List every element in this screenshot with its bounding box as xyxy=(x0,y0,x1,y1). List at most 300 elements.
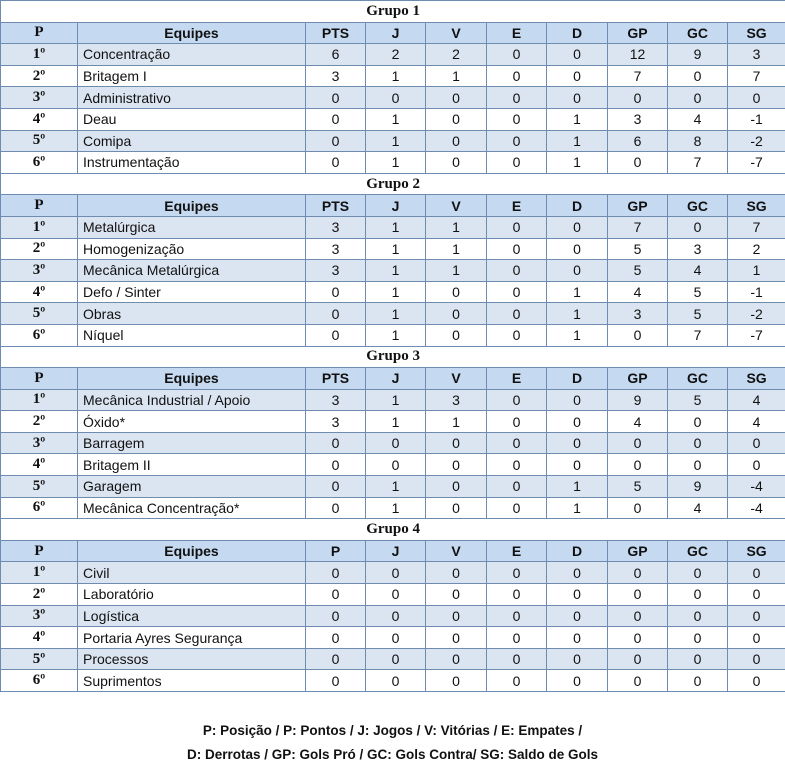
pts-cell: 0 xyxy=(306,497,366,519)
header-e: E xyxy=(487,22,547,44)
j-cell: 1 xyxy=(366,303,426,325)
e-cell: 0 xyxy=(487,562,547,584)
gp-cell: 6 xyxy=(608,130,668,152)
e-cell: 0 xyxy=(487,584,547,606)
header-sg: SG xyxy=(728,22,785,44)
pts-cell: 3 xyxy=(306,238,366,260)
position-cell: 3º xyxy=(1,260,78,282)
header-j: J xyxy=(366,540,426,562)
group-title: Grupo 2 xyxy=(1,173,785,195)
e-cell: 0 xyxy=(487,432,547,454)
sg-cell: -4 xyxy=(728,476,785,498)
team-cell: Britagem I xyxy=(78,65,306,87)
d-cell: 1 xyxy=(547,281,608,303)
pts-cell: 0 xyxy=(306,108,366,130)
position-cell: 2º xyxy=(1,65,78,87)
e-cell: 0 xyxy=(487,670,547,692)
d-cell: 1 xyxy=(547,303,608,325)
e-cell: 0 xyxy=(487,152,547,174)
gc-cell: 7 xyxy=(668,324,728,346)
position-cell: 2º xyxy=(1,584,78,606)
header-gp: GP xyxy=(608,540,668,562)
gp-cell: 9 xyxy=(608,389,668,411)
gc-cell: 0 xyxy=(668,454,728,476)
d-cell: 1 xyxy=(547,108,608,130)
header-d: D xyxy=(547,540,608,562)
pts-cell: 3 xyxy=(306,411,366,433)
sg-cell: 0 xyxy=(728,87,785,109)
team-cell: Comipa xyxy=(78,130,306,152)
header-sg: SG xyxy=(728,195,785,217)
header-team: Equipes xyxy=(78,368,306,390)
v-cell: 0 xyxy=(426,648,487,670)
v-cell: 0 xyxy=(426,108,487,130)
e-cell: 0 xyxy=(487,216,547,238)
position-cell: 5º xyxy=(1,648,78,670)
pts-cell: 0 xyxy=(306,281,366,303)
j-cell: 1 xyxy=(366,389,426,411)
position-cell: 4º xyxy=(1,454,78,476)
j-cell: 0 xyxy=(366,627,426,649)
gp-cell: 0 xyxy=(608,648,668,670)
position-cell: 3º xyxy=(1,605,78,627)
gc-cell: 4 xyxy=(668,260,728,282)
position-cell: 4º xyxy=(1,627,78,649)
pts-cell: 0 xyxy=(306,152,366,174)
pts-cell: 0 xyxy=(306,627,366,649)
gp-cell: 0 xyxy=(608,454,668,476)
v-cell: 2 xyxy=(426,44,487,66)
table-row xyxy=(1,303,785,325)
table-row xyxy=(1,627,785,649)
gc-cell: 0 xyxy=(668,584,728,606)
d-cell: 0 xyxy=(547,260,608,282)
team-cell: Laboratório xyxy=(78,584,306,606)
gp-cell: 0 xyxy=(608,562,668,584)
header-j: J xyxy=(366,368,426,390)
v-cell: 0 xyxy=(426,605,487,627)
j-cell: 1 xyxy=(366,238,426,260)
e-cell: 0 xyxy=(487,260,547,282)
header-v: V xyxy=(426,22,487,44)
header-team: Equipes xyxy=(78,195,306,217)
position-cell: 6º xyxy=(1,324,78,346)
header-e: E xyxy=(487,540,547,562)
group-title: Grupo 3 xyxy=(1,346,785,368)
d-cell: 0 xyxy=(547,411,608,433)
header-e: E xyxy=(487,195,547,217)
sg-cell: -7 xyxy=(728,152,785,174)
header-d: D xyxy=(547,195,608,217)
legend xyxy=(0,719,785,767)
team-cell: Mecânica Industrial / Apoio xyxy=(78,389,306,411)
e-cell: 0 xyxy=(487,303,547,325)
gc-cell: 0 xyxy=(668,432,728,454)
sg-cell: 4 xyxy=(728,411,785,433)
d-cell: 0 xyxy=(547,432,608,454)
j-cell: 0 xyxy=(366,454,426,476)
header-row xyxy=(1,368,785,390)
position-cell: 6º xyxy=(1,152,78,174)
table-row xyxy=(1,670,785,692)
gc-cell: 9 xyxy=(668,476,728,498)
team-cell: Civil xyxy=(78,562,306,584)
header-gc: GC xyxy=(668,195,728,217)
table-row xyxy=(1,260,785,282)
team-cell: Portaria Ayres Segurança xyxy=(78,627,306,649)
pts-cell: 0 xyxy=(306,562,366,584)
gc-cell: 5 xyxy=(668,389,728,411)
pts-cell: 0 xyxy=(306,476,366,498)
gp-cell: 5 xyxy=(608,476,668,498)
sg-cell: 7 xyxy=(728,65,785,87)
d-cell: 1 xyxy=(547,324,608,346)
header-j: J xyxy=(366,22,426,44)
gp-cell: 4 xyxy=(608,281,668,303)
v-cell: 0 xyxy=(426,152,487,174)
sg-cell: 0 xyxy=(728,584,785,606)
v-cell: 0 xyxy=(426,324,487,346)
v-cell: 0 xyxy=(426,281,487,303)
header-pts: P xyxy=(306,540,366,562)
team-cell: Defo / Sinter xyxy=(78,281,306,303)
gc-cell: 0 xyxy=(668,411,728,433)
header-d: D xyxy=(547,22,608,44)
team-cell: Mecânica Metalúrgica xyxy=(78,260,306,282)
team-cell: Mecânica Concentração* xyxy=(78,497,306,519)
sg-cell: 0 xyxy=(728,454,785,476)
gp-cell: 0 xyxy=(608,324,668,346)
table-row xyxy=(1,411,785,433)
table-row xyxy=(1,130,785,152)
v-cell: 0 xyxy=(426,130,487,152)
sg-cell: 4 xyxy=(728,389,785,411)
pts-cell: 0 xyxy=(306,87,366,109)
sg-cell: 2 xyxy=(728,238,785,260)
team-cell: Homogenização xyxy=(78,238,306,260)
position-cell: 5º xyxy=(1,303,78,325)
j-cell: 1 xyxy=(366,216,426,238)
d-cell: 1 xyxy=(547,152,608,174)
gc-cell: 3 xyxy=(668,238,728,260)
header-pts: PTS xyxy=(306,195,366,217)
table-row xyxy=(1,238,785,260)
header-gc: GC xyxy=(668,368,728,390)
sg-cell: 1 xyxy=(728,260,785,282)
team-cell: Concentração xyxy=(78,44,306,66)
header-pts: PTS xyxy=(306,368,366,390)
j-cell: 0 xyxy=(366,562,426,584)
sg-cell: 0 xyxy=(728,648,785,670)
header-position: P xyxy=(1,195,78,217)
j-cell: 1 xyxy=(366,152,426,174)
e-cell: 0 xyxy=(487,238,547,260)
header-v: V xyxy=(426,195,487,217)
table-row xyxy=(1,324,785,346)
e-cell: 0 xyxy=(487,281,547,303)
table-row xyxy=(1,281,785,303)
e-cell: 0 xyxy=(487,454,547,476)
e-cell: 0 xyxy=(487,324,547,346)
v-cell: 0 xyxy=(426,303,487,325)
gc-cell: 7 xyxy=(668,152,728,174)
gp-cell: 7 xyxy=(608,216,668,238)
sg-cell: 0 xyxy=(728,605,785,627)
position-cell: 1º xyxy=(1,44,78,66)
v-cell: 3 xyxy=(426,389,487,411)
table-row xyxy=(1,584,785,606)
gc-cell: 8 xyxy=(668,130,728,152)
v-cell: 0 xyxy=(426,87,487,109)
d-cell: 1 xyxy=(547,476,608,498)
header-team: Equipes xyxy=(78,540,306,562)
sg-cell: 0 xyxy=(728,432,785,454)
sg-cell: 7 xyxy=(728,216,785,238)
pts-cell: 6 xyxy=(306,44,366,66)
header-position: P xyxy=(1,540,78,562)
gp-cell: 12 xyxy=(608,44,668,66)
gc-cell: 5 xyxy=(668,303,728,325)
table-row xyxy=(1,454,785,476)
v-cell: 0 xyxy=(426,476,487,498)
header-position: P xyxy=(1,368,78,390)
sg-cell: 0 xyxy=(728,562,785,584)
pts-cell: 0 xyxy=(306,605,366,627)
d-cell: 0 xyxy=(547,454,608,476)
j-cell: 0 xyxy=(366,87,426,109)
gc-cell: 0 xyxy=(668,627,728,649)
v-cell: 1 xyxy=(426,65,487,87)
group-title-row xyxy=(1,173,785,195)
d-cell: 0 xyxy=(547,216,608,238)
position-cell: 1º xyxy=(1,389,78,411)
position-cell: 1º xyxy=(1,562,78,584)
group-title: Grupo 4 xyxy=(1,519,785,541)
group-title-row xyxy=(1,346,785,368)
j-cell: 1 xyxy=(366,497,426,519)
position-cell: 6º xyxy=(1,670,78,692)
e-cell: 0 xyxy=(487,130,547,152)
position-cell: 5º xyxy=(1,476,78,498)
gp-cell: 4 xyxy=(608,411,668,433)
e-cell: 0 xyxy=(487,627,547,649)
pts-cell: 0 xyxy=(306,454,366,476)
d-cell: 0 xyxy=(547,562,608,584)
gp-cell: 0 xyxy=(608,87,668,109)
gp-cell: 3 xyxy=(608,108,668,130)
pts-cell: 0 xyxy=(306,432,366,454)
header-v: V xyxy=(426,540,487,562)
gc-cell: 0 xyxy=(668,670,728,692)
gc-cell: 0 xyxy=(668,605,728,627)
pts-cell: 3 xyxy=(306,389,366,411)
gc-cell: 9 xyxy=(668,44,728,66)
j-cell: 1 xyxy=(366,281,426,303)
header-gc: GC xyxy=(668,540,728,562)
sg-cell: -2 xyxy=(728,130,785,152)
gp-cell: 5 xyxy=(608,238,668,260)
j-cell: 1 xyxy=(366,108,426,130)
table-row xyxy=(1,562,785,584)
d-cell: 0 xyxy=(547,389,608,411)
gp-cell: 0 xyxy=(608,605,668,627)
table-row xyxy=(1,152,785,174)
sg-cell: 0 xyxy=(728,670,785,692)
pts-cell: 0 xyxy=(306,670,366,692)
team-cell: Níquel xyxy=(78,324,306,346)
gp-cell: 0 xyxy=(608,432,668,454)
j-cell: 0 xyxy=(366,670,426,692)
gc-cell: 0 xyxy=(668,65,728,87)
header-j: J xyxy=(366,195,426,217)
pts-cell: 0 xyxy=(306,130,366,152)
j-cell: 1 xyxy=(366,411,426,433)
position-cell: 6º xyxy=(1,497,78,519)
pts-cell: 3 xyxy=(306,65,366,87)
d-cell: 0 xyxy=(547,584,608,606)
team-cell: Processos xyxy=(78,648,306,670)
header-sg: SG xyxy=(728,368,785,390)
gc-cell: 0 xyxy=(668,562,728,584)
table-row xyxy=(1,44,785,66)
position-cell: 3º xyxy=(1,432,78,454)
j-cell: 2 xyxy=(366,44,426,66)
j-cell: 1 xyxy=(366,260,426,282)
d-cell: 0 xyxy=(547,605,608,627)
position-cell: 2º xyxy=(1,238,78,260)
v-cell: 0 xyxy=(426,562,487,584)
v-cell: 0 xyxy=(426,670,487,692)
d-cell: 1 xyxy=(547,130,608,152)
e-cell: 0 xyxy=(487,476,547,498)
v-cell: 1 xyxy=(426,411,487,433)
group-title-row xyxy=(1,1,785,23)
e-cell: 0 xyxy=(487,605,547,627)
header-d: D xyxy=(547,368,608,390)
gp-cell: 0 xyxy=(608,670,668,692)
table-row xyxy=(1,65,785,87)
d-cell: 0 xyxy=(547,648,608,670)
d-cell: 0 xyxy=(547,627,608,649)
legend-line-2: D: Derrotas / GP: Gols Pró / GC: Gols Contra/ SG: Saldo de Gols xyxy=(186,747,599,762)
j-cell: 0 xyxy=(366,432,426,454)
team-cell: Administrativo xyxy=(78,87,306,109)
header-position: P xyxy=(1,22,78,44)
table-row xyxy=(1,476,785,498)
sg-cell: -1 xyxy=(728,108,785,130)
d-cell: 0 xyxy=(547,238,608,260)
e-cell: 0 xyxy=(487,87,547,109)
v-cell: 1 xyxy=(426,238,487,260)
group-title: Grupo 1 xyxy=(1,1,785,23)
gc-cell: 0 xyxy=(668,648,728,670)
position-cell: 4º xyxy=(1,108,78,130)
team-cell: Metalúrgica xyxy=(78,216,306,238)
j-cell: 1 xyxy=(366,65,426,87)
pts-cell: 0 xyxy=(306,324,366,346)
table-row xyxy=(1,389,785,411)
header-team: Equipes xyxy=(78,22,306,44)
header-sg: SG xyxy=(728,540,785,562)
header-row xyxy=(1,540,785,562)
pts-cell: 3 xyxy=(306,260,366,282)
header-v: V xyxy=(426,368,487,390)
header-e: E xyxy=(487,368,547,390)
pts-cell: 0 xyxy=(306,648,366,670)
e-cell: 0 xyxy=(487,411,547,433)
team-cell: Logística xyxy=(78,605,306,627)
gp-cell: 7 xyxy=(608,65,668,87)
position-cell: 1º xyxy=(1,216,78,238)
v-cell: 0 xyxy=(426,584,487,606)
e-cell: 0 xyxy=(487,497,547,519)
e-cell: 0 xyxy=(487,648,547,670)
j-cell: 1 xyxy=(366,130,426,152)
e-cell: 0 xyxy=(487,108,547,130)
header-gc: GC xyxy=(668,22,728,44)
j-cell: 0 xyxy=(366,648,426,670)
gc-cell: 0 xyxy=(668,216,728,238)
table-row xyxy=(1,108,785,130)
table-row xyxy=(1,648,785,670)
v-cell: 0 xyxy=(426,497,487,519)
sg-cell: -2 xyxy=(728,303,785,325)
v-cell: 0 xyxy=(426,454,487,476)
j-cell: 0 xyxy=(366,605,426,627)
gc-cell: 4 xyxy=(668,108,728,130)
header-gp: GP xyxy=(608,368,668,390)
gp-cell: 0 xyxy=(608,627,668,649)
sg-cell: -1 xyxy=(728,281,785,303)
table-row xyxy=(1,216,785,238)
team-cell: Instrumentação xyxy=(78,152,306,174)
gc-cell: 0 xyxy=(668,87,728,109)
gc-cell: 4 xyxy=(668,497,728,519)
header-gp: GP xyxy=(608,195,668,217)
gp-cell: 0 xyxy=(608,584,668,606)
gc-cell: 5 xyxy=(668,281,728,303)
team-cell: Obras xyxy=(78,303,306,325)
gp-cell: 3 xyxy=(608,303,668,325)
d-cell: 0 xyxy=(547,65,608,87)
e-cell: 0 xyxy=(487,65,547,87)
v-cell: 0 xyxy=(426,432,487,454)
position-cell: 2º xyxy=(1,411,78,433)
sg-cell: 0 xyxy=(728,627,785,649)
team-cell: Deau xyxy=(78,108,306,130)
table-row xyxy=(1,497,785,519)
position-cell: 3º xyxy=(1,87,78,109)
sg-cell: -4 xyxy=(728,497,785,519)
header-gp: GP xyxy=(608,22,668,44)
table-row xyxy=(1,87,785,109)
position-cell: 5º xyxy=(1,130,78,152)
j-cell: 0 xyxy=(366,584,426,606)
team-cell: Barragem xyxy=(78,432,306,454)
legend-line-1: P: Posição / P: Pontos / J: Jogos / V: Vitórias / E: Empates / xyxy=(202,723,583,738)
gp-cell: 0 xyxy=(608,152,668,174)
gp-cell: 0 xyxy=(608,497,668,519)
header-pts: PTS xyxy=(306,22,366,44)
v-cell: 1 xyxy=(426,260,487,282)
team-cell: Óxido* xyxy=(78,411,306,433)
pts-cell: 3 xyxy=(306,216,366,238)
e-cell: 0 xyxy=(487,389,547,411)
d-cell: 0 xyxy=(547,670,608,692)
header-row xyxy=(1,195,785,217)
v-cell: 1 xyxy=(426,216,487,238)
d-cell: 0 xyxy=(547,44,608,66)
